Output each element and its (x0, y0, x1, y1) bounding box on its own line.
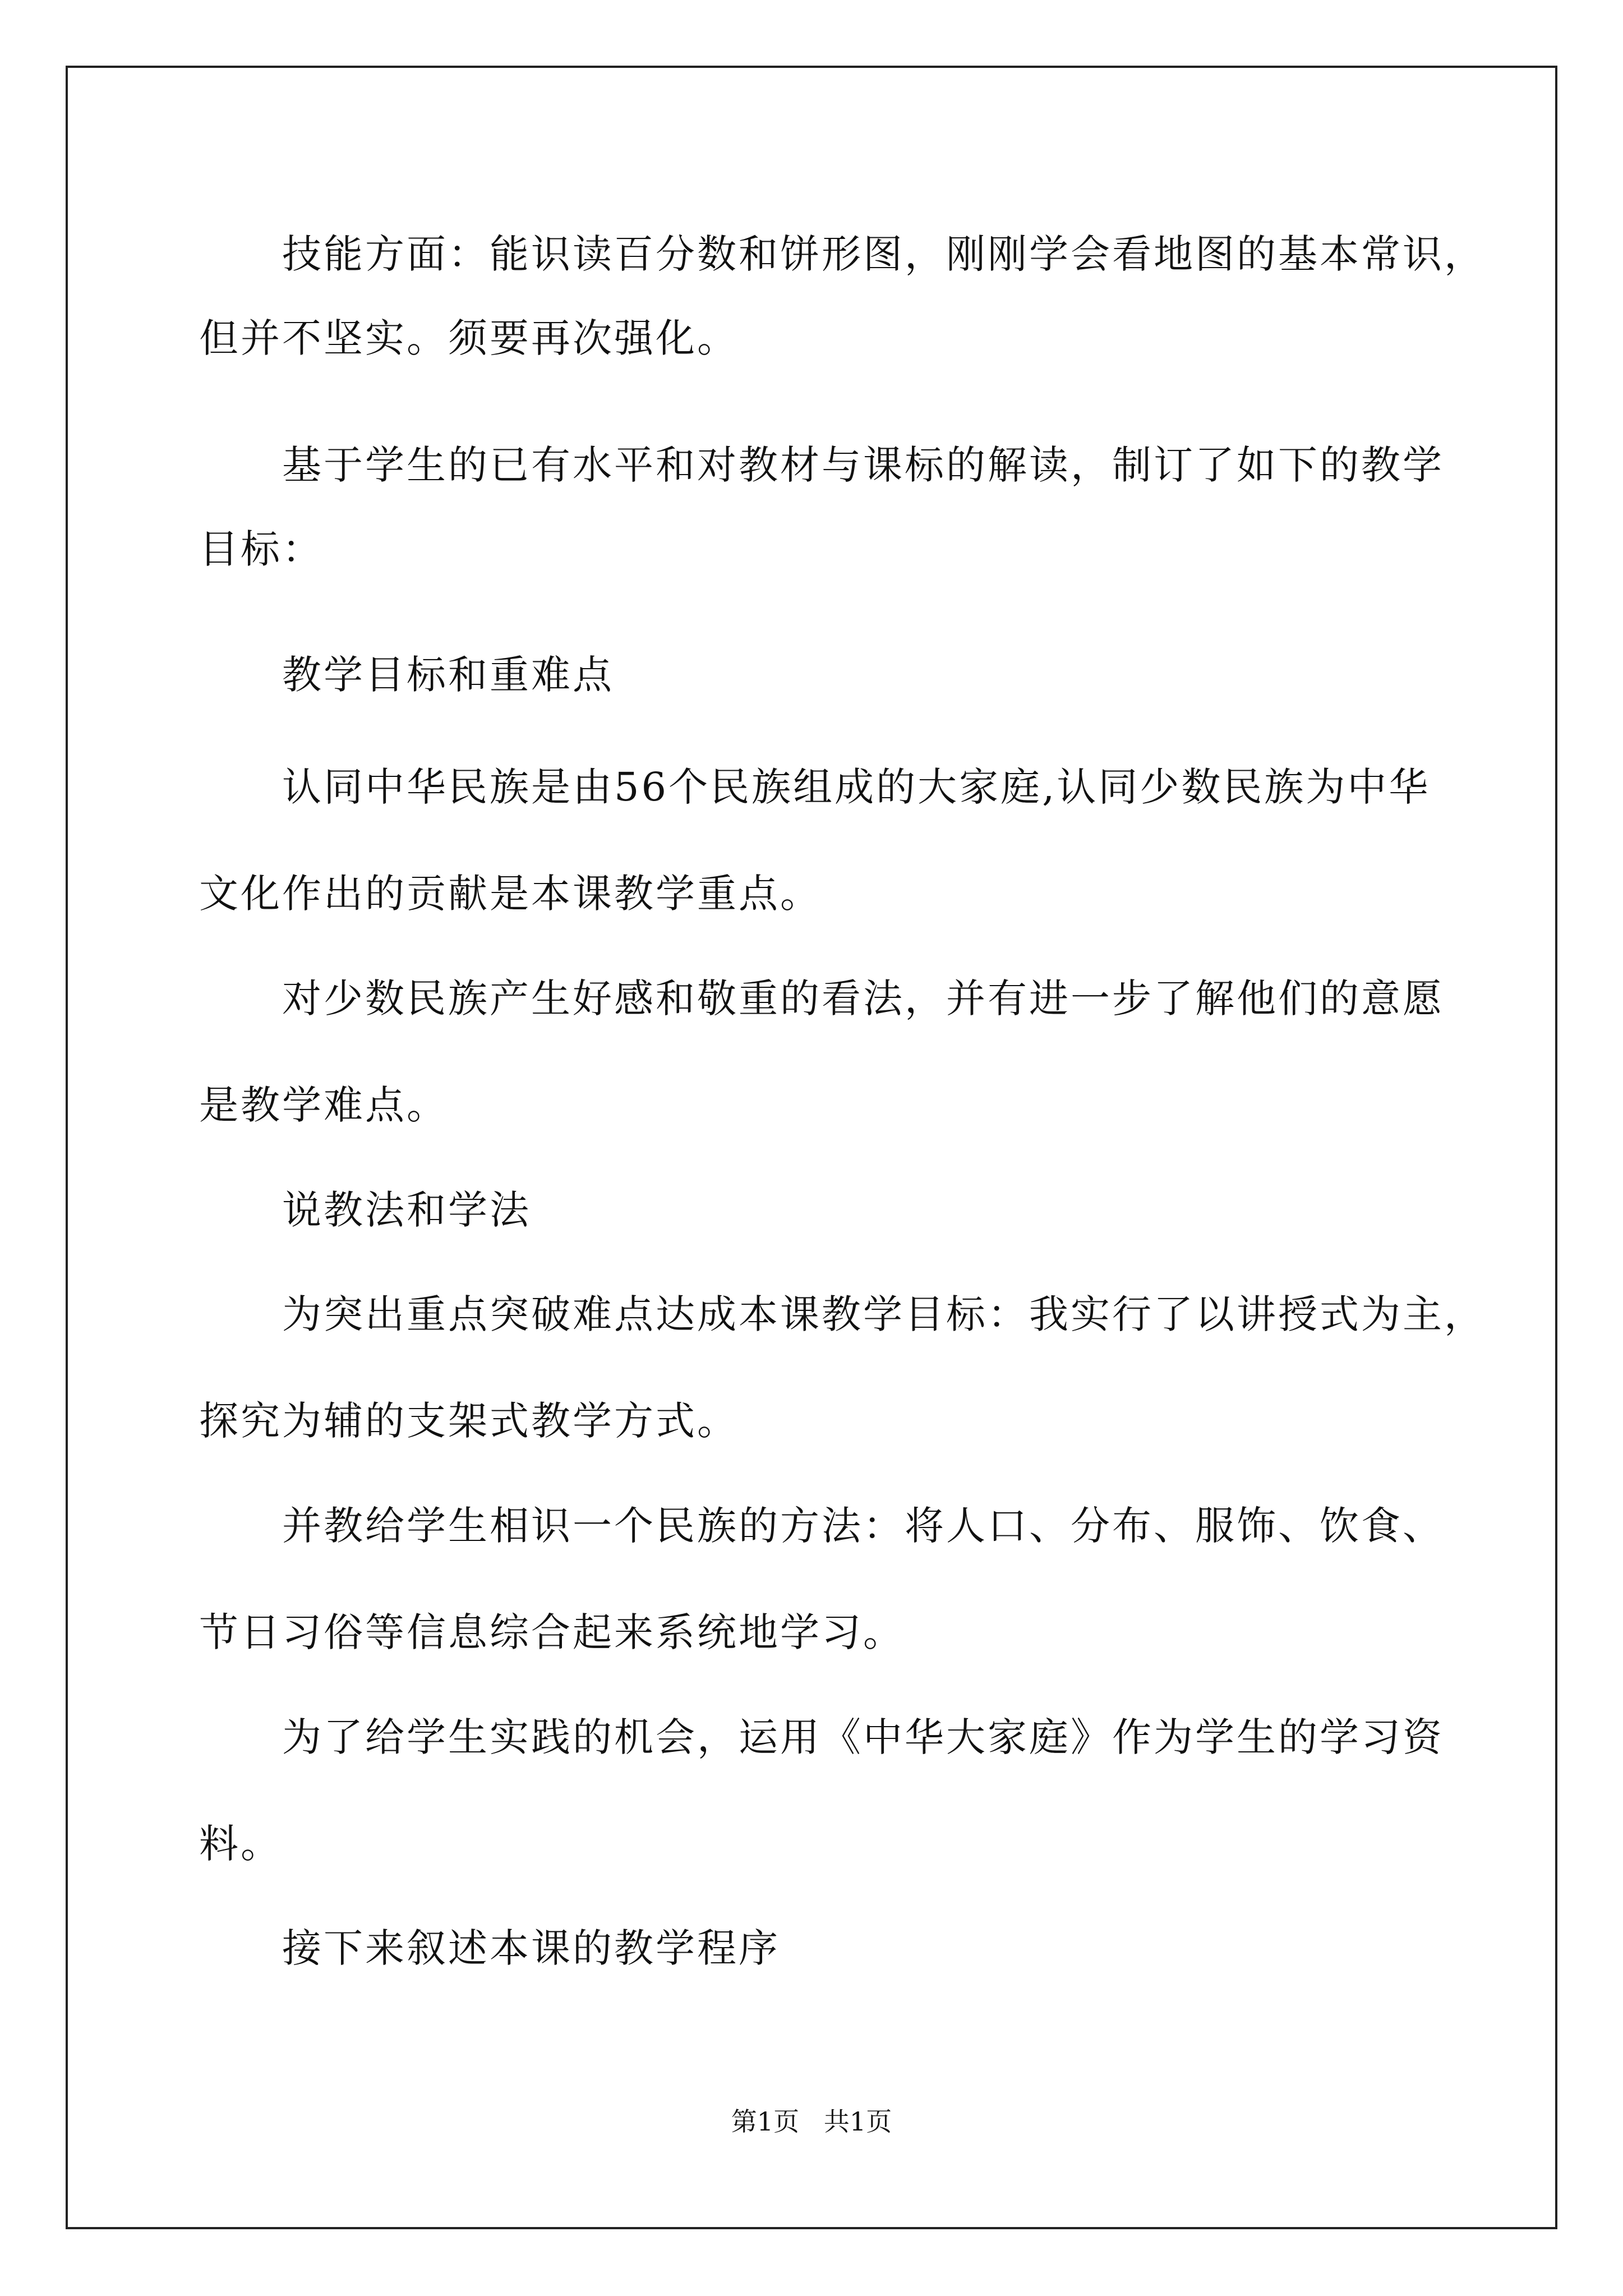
text-line-9: 是教学难点。 (199, 1082, 448, 1128)
page-number-footer: 第1页 共1页 (731, 2106, 892, 2137)
text-line-6: 认同中华民族是由56个民族组成的大家庭,认同少数民族为中华 (282, 764, 1431, 810)
text-line-2: 但并不坚实。须要再次强化。 (199, 315, 739, 361)
text-line-15: 为了给学生实践的机会，运用《中华大家庭》作为学生的学习资 (282, 1714, 1444, 1760)
text-line-4: 目标： (199, 526, 324, 572)
text-line-1: 技能方面：能识读百分数和饼形图，刚刚学会看地图的基本常识， (282, 231, 1486, 277)
text-line-12: 探究为辅的支架式教学方式。 (199, 1398, 739, 1444)
section-heading-goals: 教学目标和重难点 (282, 652, 614, 698)
text-line-14: 节日习俗等信息综合起来系统地学习。 (199, 1609, 905, 1655)
page-border (66, 66, 1557, 2229)
text-line-8: 对少数民族产生好感和敬重的看法，并有进一步了解他们的意愿 (282, 976, 1444, 1022)
section-heading-methods: 说教法和学法 (282, 1187, 531, 1233)
text-line-7: 文化作出的贡献是本课教学重点。 (199, 871, 822, 917)
text-line-17: 接下来叙述本课的教学程序 (282, 1925, 780, 1971)
text-line-13: 并教给学生相识一个民族的方法：将人口、分布、服饰、饮食、 (282, 1503, 1444, 1549)
text-line-11: 为突出重点突破难点达成本课教学目标：我实行了以讲授式为主， (282, 1291, 1486, 1337)
text-line-3: 基于学生的已有水平和对教材与课标的解读，制订了如下的教学 (282, 442, 1444, 488)
text-line-16: 料。 (199, 1821, 282, 1867)
